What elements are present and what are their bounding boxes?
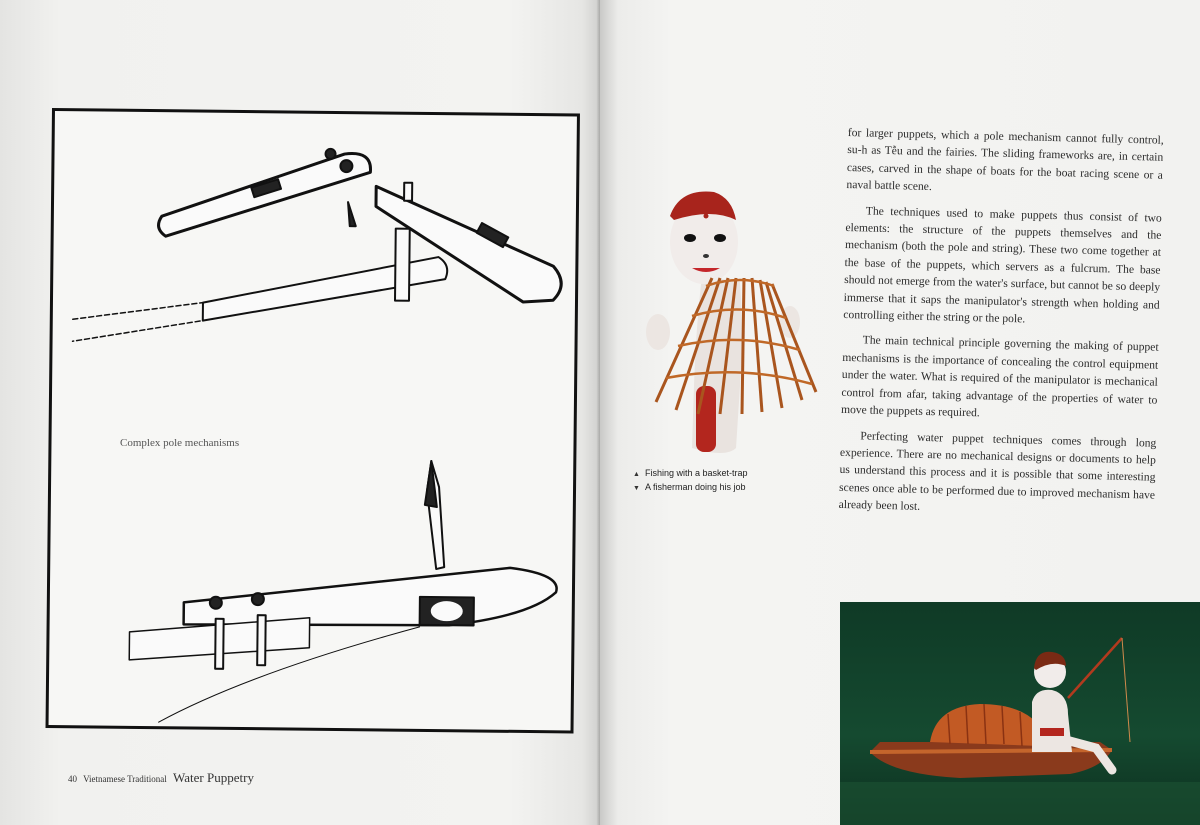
puppet-basket-photo bbox=[636, 186, 822, 458]
body-text bbox=[838, 124, 1164, 529]
caption-bottom-photo bbox=[633, 481, 748, 495]
page-folio bbox=[68, 770, 258, 786]
pole-mechanism-drawing bbox=[49, 111, 577, 730]
mechanism-illustration-frame bbox=[46, 108, 580, 733]
series-name: Vietnamese Traditional bbox=[83, 774, 167, 784]
caption-top-photo bbox=[633, 467, 748, 481]
figure-caption: Complex pole mechanisms bbox=[120, 437, 240, 449]
paragraph: The main technical principle governing the making of puppet mechanisms is the importance of concealing the control equipment under the water. What is required of the manipulator is mechanical control from afar, taking advantage of the properties of water to move the puppets as required. bbox=[840, 333, 1159, 420]
page-number: 40 bbox=[68, 774, 77, 784]
paragraph: Perfecting water puppet techniques comes through long experience. There are no mechanical designs or documents to help us understand this process and it is possible that some interesting scenes once able to be performed due to improved mechanism have already been lost. bbox=[838, 428, 1157, 513]
fisherman-boat-photo bbox=[840, 602, 1200, 825]
paragraph: for larger puppets, which a pole mechanism cannot fully control, su-h as Tễu and the fairies. The sliding frameworks are, in certain cases, carved in the shape of boats for the boat racing scene or a naval battle scene. bbox=[846, 125, 1164, 194]
paragraph: The techniques used to make puppets thus consist of two elements: the structure of the puppets themselves and the mechanism (both the pole and string). These two come together at the base of the puppets, which servers as a fulcrum. The base should not emerge from the water's surface, but cannot be so deeply immerse that it saps the manipulator's strength when holding and controlling either the string or the pole. bbox=[843, 204, 1162, 326]
caption-text: Fishing with a basket-trap bbox=[645, 468, 748, 478]
triangle-up-icon: ▲ bbox=[633, 471, 640, 478]
triangle-down-icon: ▼ bbox=[633, 485, 640, 492]
book-title: Water Puppetry bbox=[173, 770, 254, 785]
caption-text: A fisherman doing his job bbox=[645, 482, 746, 492]
photo-captions bbox=[633, 467, 748, 495]
